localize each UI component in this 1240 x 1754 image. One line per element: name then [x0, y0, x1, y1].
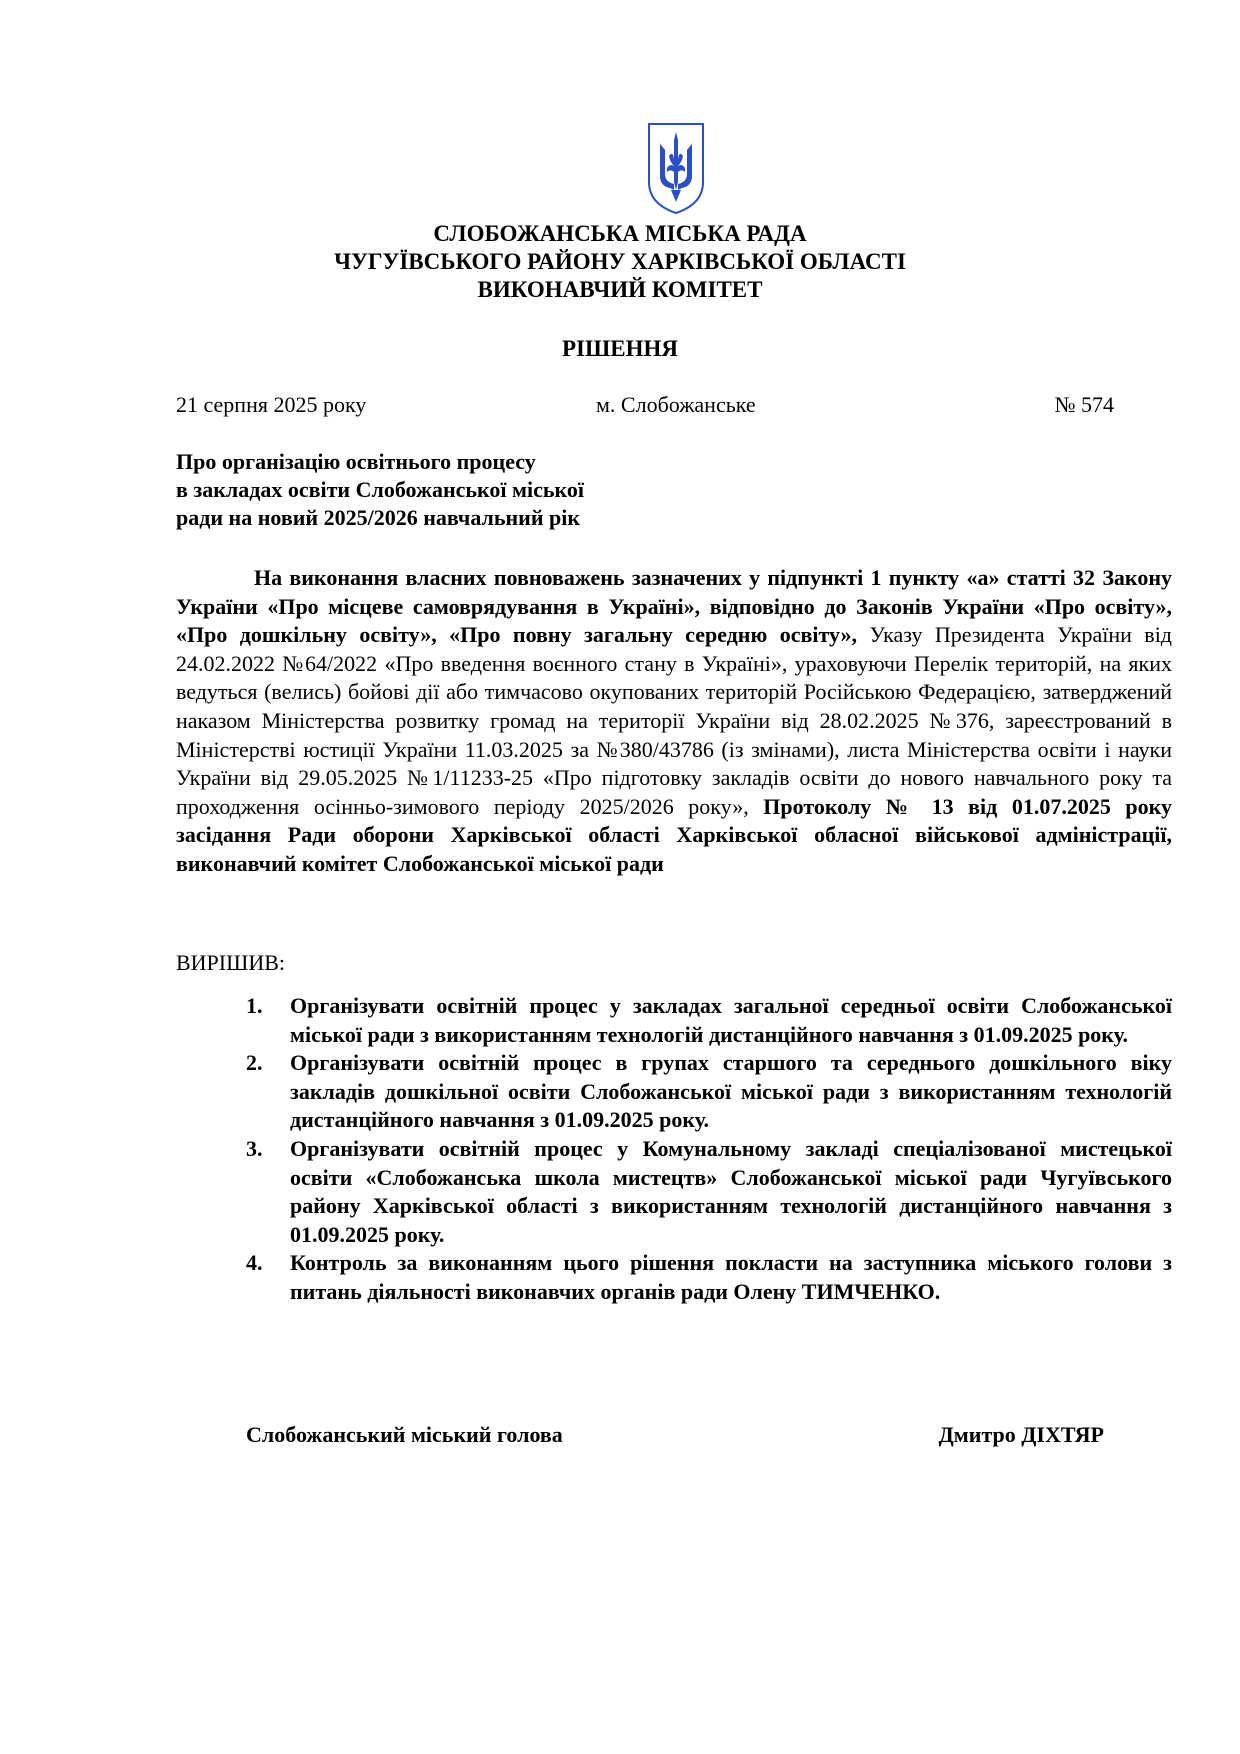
decision-text: Організувати освітній процес у Комунальному закладі спеціалізованої мистецької освіти «Слобожанська школа мистецтв» Слобожанської міської ради Чугуївського району Харківської області з використанням технологій дистанційного навчання з 01.09.2025 року.	[290, 1135, 1172, 1247]
signatory-name: Дмитро ДІХТЯР	[938, 1422, 1104, 1447]
title-line: Про організацію освітнього процесу	[176, 449, 536, 474]
decision-item	[246, 1135, 1172, 1249]
dateline	[176, 392, 1114, 420]
title-line: ради на новий 2025/2026 навчальний рік	[176, 505, 581, 530]
header-line-council: СЛОБОЖАНСЬКА МІСЬКА РАДА	[433, 221, 807, 246]
resolved-label: ВИРІШИВ:	[176, 950, 285, 975]
header-line-committee: ВИКОНАВЧИЙ КОМІТЕТ	[477, 277, 763, 302]
title-line: в закладах освіти Слобожанської міської	[176, 477, 585, 502]
tryzub-coat-of-arms-icon	[645, 120, 707, 216]
preamble-bold-part: На виконання власних повноважень зазначених у підпункті 1 пункту «а» статті 32 Закону України «Про місцеве самоврядування в Україні», відповідно до Законів України «Про освіту», «Про дошкільну освіту», «Про повну загальну середню освіту»,	[176, 565, 1172, 648]
document-place: м. Слобожанське	[596, 392, 756, 417]
decision-text: Організувати освітній процес у закладах загальної середньої освіти Слобожанської міської ради з використанням технологій дистанційного навчання з 01.09.2025 року.	[290, 993, 1172, 1047]
document-number: № 574	[1054, 392, 1114, 417]
decision-text: Організувати освітній процес в групах старшого та середнього дошкільного віку закладів дошкільної освіти Слобожанської міської ради з використанням технологій дистанційного навчання з 01.09.2025 року.	[290, 1050, 1172, 1133]
decision-number: 1.	[246, 993, 263, 1018]
document-date: 21 серпня 2025 року	[176, 392, 367, 417]
decision-list	[246, 992, 1172, 1307]
document-title	[176, 448, 584, 532]
signatory-position: Слобожанський міський голова	[246, 1422, 563, 1447]
header-line-district: ЧУГУЇВСЬКОГО РАЙОНУ ХАРКІВСЬКОЇ ОБЛАСТІ	[334, 249, 906, 274]
decision-item	[246, 992, 1172, 1049]
decision-number: 2.	[246, 1050, 263, 1076]
council-header	[0, 220, 1240, 304]
decision-item	[246, 1249, 1172, 1306]
document-type: РІШЕННЯ	[562, 336, 678, 361]
decision-number: 4.	[246, 1250, 263, 1276]
decision-item	[246, 1049, 1172, 1135]
preamble-bold-part: Протоколу № 13 від 01.07.2025 року засідання Ради оборони Харківської області Харківської обласної військової адміністрації, виконавчий комітет Слобожанської міської ради	[176, 793, 1172, 876]
decision-text: Контроль за виконанням цього рішення покласти на заступника міського голови з питань діяльності виконавчих органів ради Олену ТИМЧЕНКО.	[290, 1250, 1172, 1304]
decision-number: 3.	[246, 1135, 263, 1161]
preamble-regular-part: Указу Президента України від 24.02.2022 №64/2022 «Про введення воєнного стану в Україні», ураховуючи Перелік територій, на яких ведуться (велись) бойові дії або тимчасово окупованих територій Російською Федерацією, затверджений наказом Міністерства розвитку громад на території України від 28.02.2025 №376, зареєстрований в Міністерстві юстиції України 11.03.2025 за №380/43786 (із змінами), листа Міністерства освіти і науки України від 29.05.2025 №1/11233-25 «Про підготовку закладів освіти до нового навчального року та проходження осінньо-зимового періоду 2025/2026 року»,	[176, 622, 1173, 819]
preamble-paragraph	[176, 564, 1172, 879]
